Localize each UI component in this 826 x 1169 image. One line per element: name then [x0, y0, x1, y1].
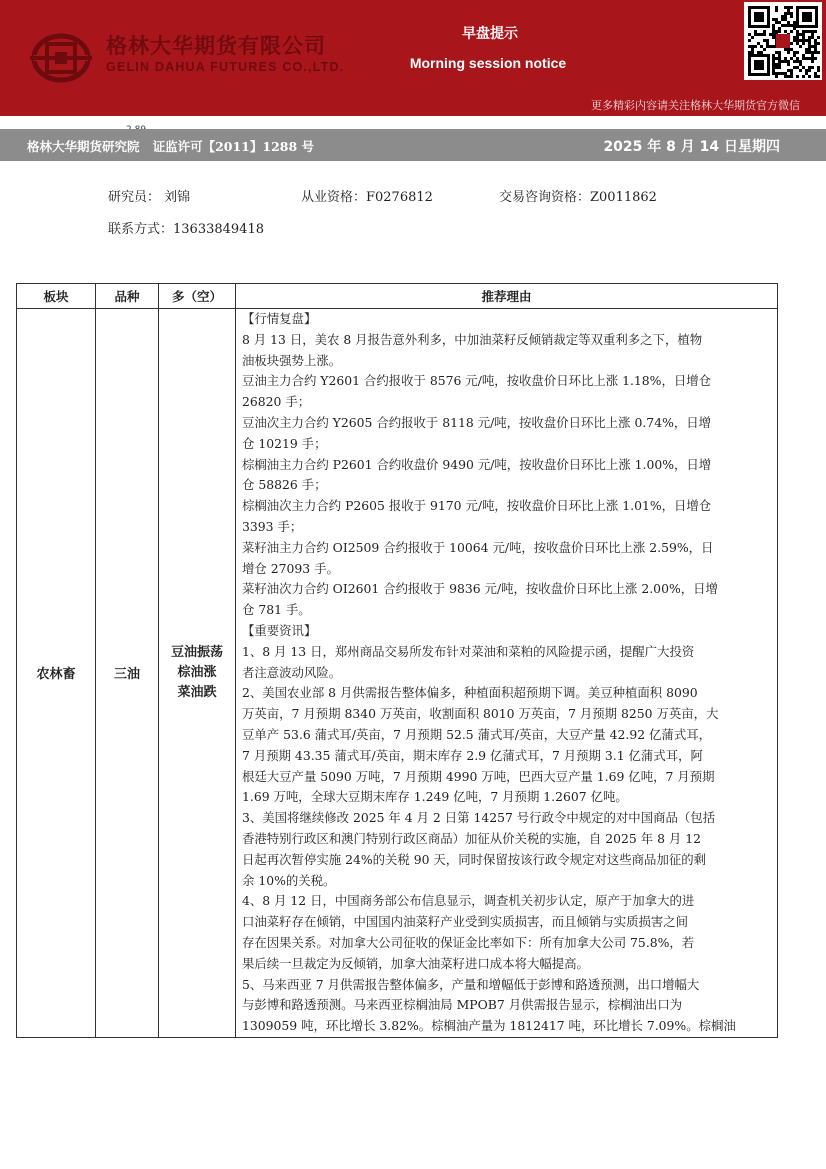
variety-cell: 三油: [96, 309, 159, 1038]
reason-line: 存在因果关系。对加拿大公司征收的保证金比率如下：所有加拿大公司 75.8%，若: [242, 934, 695, 950]
direction-line: 豆油振荡: [170, 644, 223, 660]
reason-line: 1.69 万吨，全球大豆期末库存 1.249 亿吨，7 月预期 1.2607 亿吨。: [242, 789, 628, 805]
institute-name: 格林大华期货研究院: [27, 139, 140, 154]
reason-line: 【行情复盘】: [242, 311, 317, 326]
direction-cell: [159, 309, 236, 1038]
reason-line: 棕榈油主力合约 P2601 合约收盘价 9490 元/吨，按收盘价日环比上涨 1.00%，日增: [242, 456, 712, 472]
wechat-tagline: 更多精彩内容请关注格林大华期货官方微信: [591, 99, 800, 112]
reason-line: 果后续一旦裁定为反倾销，加拿大油菜籽进口成本将大幅提高。: [242, 955, 589, 971]
header-direction: 多（空）: [159, 284, 236, 309]
brand-name-en: GELIN DAHUA FUTURES CO.,LTD.: [106, 60, 345, 74]
reason-line: 4、8 月 12 日，中国商务部公布信息显示，调查机关初步认定，原产于加拿大的进: [242, 893, 695, 909]
reason-line: 26820 手；: [242, 394, 311, 410]
reason-line: 1、8 月 13 日，郑州商品交易所发布针对菜油和菜粕的风险提示函，提醒广大投资: [242, 643, 695, 659]
reason-line: 仓 781 手。: [242, 602, 311, 618]
reason-line: 万英亩，7 月预期 8340 万英亩，收割面积 8010 万英亩，7 月预期 8250 万英亩，大: [242, 706, 719, 722]
header-reason: 推荐理由: [236, 284, 778, 309]
recommendation-table: [16, 283, 778, 1038]
qualification-info: 从业资格：F0276812: [301, 190, 433, 205]
reason-line: 7 月预期 43.35 蒲式耳/英亩，期末库存 2.9 亿蒲式耳，7 月预期 3.1 亿蒲式耳，阿: [242, 747, 703, 763]
reason-line: 2、美国农业部 8 月供需报告整体偏多，种植面积超预期下调。美豆种植面积 8090: [242, 685, 698, 701]
report-date: 2025 年 8 月 14 日星期四: [603, 139, 780, 155]
reason-line: 根廷大豆产量 5090 万吨，7 月预期 4990 万吨，巴西大豆产量 1.69 亿吨，7 月预期: [242, 768, 715, 784]
reason-line: 仓 58826 手；: [242, 477, 327, 493]
reason-line: 豆油主力合约 Y2601 合约报收于 8576 元/吨，按收盘价日环比上涨 1.18%，日增仓: [242, 373, 712, 389]
header-sector: 板块: [17, 284, 96, 309]
reason-line: 【重要资讯】: [242, 622, 317, 638]
company-logo-icon: [30, 30, 92, 86]
brand-name-cn: 格林大华期货有限公司: [106, 33, 326, 58]
reason-line: 与彭博和路透预测。马来西亚棕榈油局 MPOB7 月供需报告显示，棕榈油出口为: [242, 997, 683, 1013]
table-row: [17, 309, 778, 1038]
institute-license: [27, 137, 314, 155]
direction-line: 菜油跌: [177, 684, 217, 700]
reason-cell: [236, 309, 778, 1038]
reason-line: 口油菜籽存在倾销，中国国内油菜籽产业受到实质损害，而且倾销与实质损害之间: [242, 914, 689, 930]
header-variety: 品种: [96, 284, 159, 309]
reason-line: 豆单产 53.6 蒲式耳/英亩，7 月预期 52.5 蒲式耳/英亩，大豆产量 42.92 亿蒲式耳，: [242, 726, 711, 742]
reason-line: 增仓 27093 手。: [242, 560, 339, 576]
notice-title-cn: 早盘提示: [462, 26, 518, 42]
reason-line: 3、美国将继续修改 2025 年 4 月 2 日第 14257 号行政令中规定的对中国商品（包括: [242, 810, 716, 826]
reason-line: 1309059 吨，环比增长 3.82%。棕榈油产量为 1812417 吨，环比增长 7.09%。棕榈油: [242, 1018, 736, 1034]
reason-line: 棕榈油次主力合约 P2605 报收于 9170 元/吨，按收盘价日环比上涨 1.01%，日增仓: [242, 498, 712, 514]
reason-line: 油板块强势上涨。: [242, 352, 342, 368]
reason-line: 仓 10219 手；: [242, 435, 327, 451]
reason-line: 者注意波动风险。: [242, 664, 342, 680]
direction-line: 棕油涨: [177, 664, 217, 680]
qr-code-icon: [744, 2, 822, 80]
sector-cell: 农林畜: [17, 309, 96, 1038]
table-header-row: [17, 284, 778, 309]
reason-line: 豆油次主力合约 Y2605 合约报收于 8118 元/吨，按收盘价日环比上涨 0.74%，日增: [242, 414, 712, 430]
reason-line: 3393 手；: [242, 518, 303, 534]
reason-line: 菜籽油主力合约 OI2509 合约报收于 10064 元/吨，按收盘价日环比上涨 2.59%，日: [242, 539, 714, 555]
reason-line: 8 月 13 日，美农 8 月报告意外利多，中加油菜籽反倾销裁定等双重利多之下，植物: [242, 331, 703, 347]
reason-line: 菜籽油次力合约 OI2601 合约报收于 9836 元/吨，按收盘价日环比上涨 2.00%，日增: [242, 581, 718, 597]
reason-line: 余 10%的关税。: [242, 872, 336, 888]
info-band: [0, 129, 826, 161]
reason-line: 5、马来西亚 7 月供需报告整体偏多，产量和增幅低于彭博和路透预测，出口增幅大: [242, 976, 700, 992]
notice-title-en: Morning session notice: [409, 55, 567, 71]
reason-line: 日起再次暂停实施 24%的关税 90 天，同时保留按该行政令规定对这些商品加征的剩: [242, 851, 707, 867]
header-banner: [0, 0, 826, 116]
consult-qualification-info: 交易咨询资格：Z0011862: [499, 190, 657, 205]
license-number: 证监许可【2011】1288 号: [152, 139, 315, 154]
contact-info: 联系方式：13633849418: [108, 222, 264, 237]
reason-line: 香港特别行政区和澳门特别行政区商品）加征从价关税的实施，自 2025 年 8 月 12: [242, 830, 701, 846]
researcher-info: 研究员： 刘锦: [108, 190, 191, 205]
